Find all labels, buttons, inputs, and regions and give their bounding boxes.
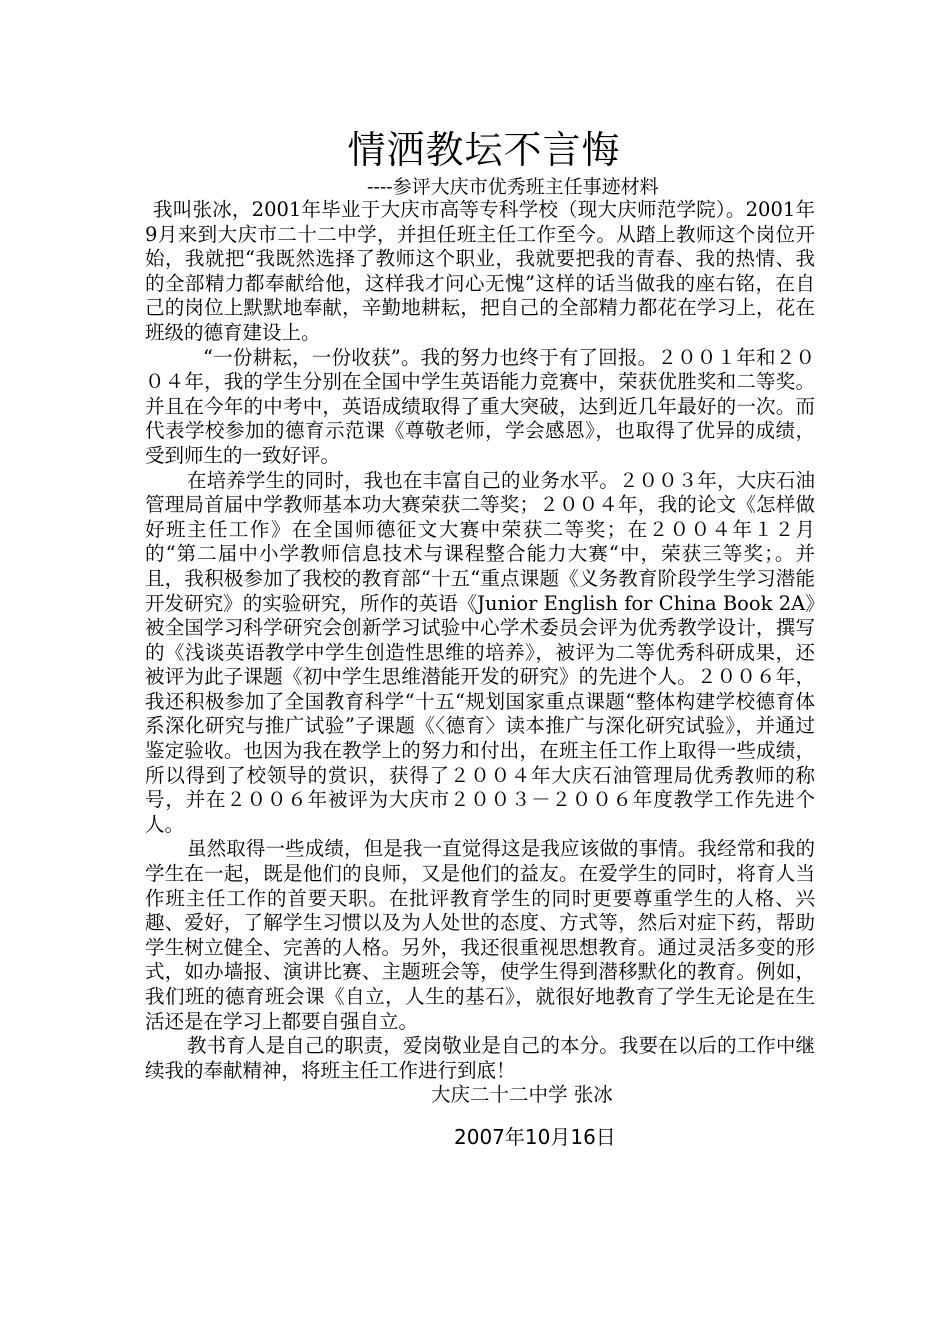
paragraph-teaching-philosophy: 虽然取得一些成绩，但是我一直觉得这是我应该做的事情。我经常和我的学生在一起，既是他们的良师，又是他们的益友。在爱学生的同时，将育人当作班主任工作的首要天职。在批评教育学生的同时更要尊重学生的人格、兴趣、爱好，了解学生习惯以及为人处世的态度、方式等，然后对症下药，帮助学生树立健全、完善的人格。另外，我还很重视思想教育。通过灵活多变的形式，如办墙报、演讲比赛、主题班会等，使学生得到潜移默化的教育。例如，我们班的德育班会课《自立，人生的基石》，就很好地教育了学生无论是在生活还是在学习上都要自强自立。 [145, 837, 815, 1033]
paragraph-achievements: “一份耕耘，一份收获”。我的努力也终于有了回报。２００１年和２００４年，我的学生分别在全国中学生英语能力竞赛中，荣获优胜奖和二等奖。并且在今年的中考中，英语成绩取得了重大突破，达到近几年最好的一次。而代表学校参加的德育示范课《尊敬老师，学会感恩》，也取得了优异的成绩，受到师生的一致好评。 [145, 345, 815, 467]
paragraph-closing: 教书育人是自己的职责，爱岗敬业是自己的本分。我要在以后的工作中继续我的奉献精神，将班主任工作进行到底！ [145, 1034, 815, 1082]
paragraph-professional-growth: 在培养学生的同时，我也在丰富自己的业务水平。２００３年，大庆石油管理局首届中学教师基本功大赛荣获二等奖；２００４年，我的论文《怎样做好班主任工作》在全国师德征文大赛中荣获二等奖；在２００４年１２月的“第二届中小学教师信息技术与课程整合能力大赛“中，荣获三等奖；。并且，我积极参加了我校的教育部“十五“重点课题《义务教育阶段学生学习潜能开发研究》的实验研究，所作的英语《Junior English for China Book 2A》被全国学习科学研究会创新学习试验中心学术委员会评为优秀教学设计，撰写的《浅谈英语教学中学生创造性思维的培养》，被评为二等优秀科研成果，还被评为此子课题《初中学生思维潜能开发的研究》的先进个人。２００６年，我还积极参加了全国教育科学“十五“规划国家重点课题“整体构建学校德育体系深化研究与推广试验”子课题《〈德育〉读本推广与深化研究试验》，并通过鉴定验收。也因为我在教学上的努力和付出，在班主任工作上取得一些成绩，所以得到了校领导的赏识，获得了２００４年大庆石油管理局优秀教师的称号，并在２００６年被评为大庆市２００３－２００６年度教学工作先进个人。 [145, 468, 815, 836]
document-date: 2007年10月16日 [454, 1124, 616, 1149]
document-title: 情洒教坛不言悔 [347, 128, 621, 172]
paragraph-intro: 我叫张冰，2001年毕业于大庆市高等专科学校（现大庆师范学院）。2001年9月来到大庆市二十二中学，并担任班主任工作至今。从踏上教师这个岗位开始，我就把“我既然选择了教师这个职业，我就要把我的青春、我的热情、我的全部精力都奉献给他，这样我才问心无愧”这样的话当做我的座右铭，在自己的岗位上默默地奉献，辛勤地耕耘，把自己的全部精力都花在学习上，花在班级的德育建设上。 [145, 198, 815, 344]
document-page [145, 126, 815, 1150]
document-subtitle: ----参评大庆市优秀班主任事迹材料 [367, 176, 659, 198]
signature: 大庆二十二中学 张冰 [431, 1083, 613, 1107]
